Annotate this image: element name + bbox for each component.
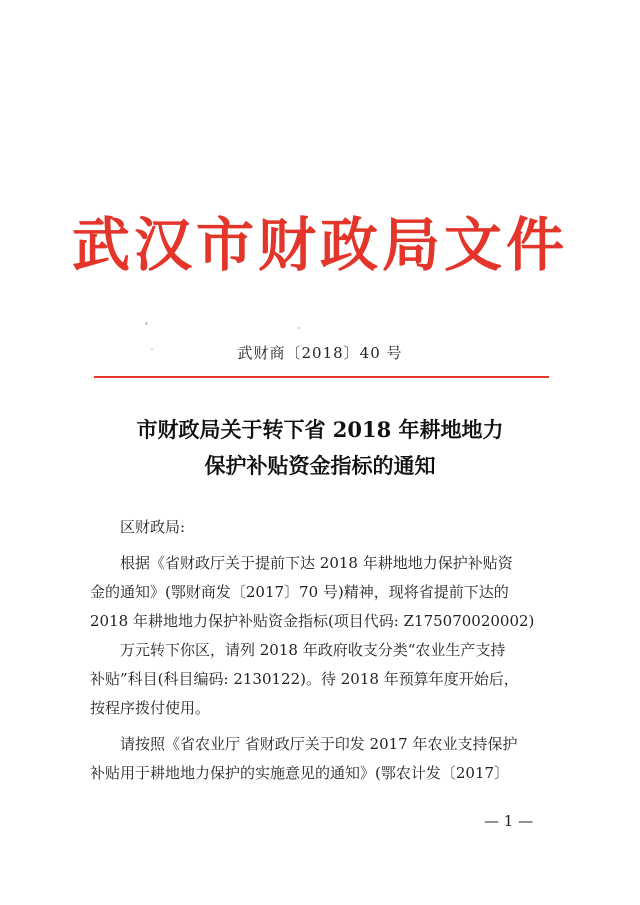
body-line: 补贴”科目(科目编码: 2130122)。待 2018 年预算年度开始后，: [90, 670, 519, 688]
body-line: 补贴用于耕地地力保护的实施意见的通知》(鄂农计发〔2017〕: [90, 764, 510, 782]
page-number: — 1 —: [484, 812, 534, 830]
body-line: 根据《省财政厅关于提前下达 2018 年耕地地力保护补贴资: [120, 554, 513, 572]
body-line: 请按照《省农业厅 省财政厅关于印发 2017 年农业支持保护: [120, 735, 518, 753]
notice-title: [0, 412, 640, 484]
body-line: 金的通知》(鄂财商发〔2017〕70 号)精神，现将省提前下达的: [90, 583, 509, 601]
body-line: 按程序拨付使用。: [90, 699, 211, 717]
document-number: 武财商〔2018〕40 号: [237, 344, 403, 362]
title-line-1: 市财政局关于转下省 2018 年耕地地力: [136, 417, 504, 442]
body-line: 2018 年耕地地力保护补贴资金指标(项目代码: Z175070020002): [90, 612, 535, 630]
masthead-title: 武汉市财政局文件: [71, 211, 568, 279]
scan-speck: [298, 327, 300, 329]
addressee: 区财政局:: [120, 518, 186, 536]
title-line-2: 保护补贴资金指标的通知: [204, 453, 436, 478]
body-line: 万元转下你区，请列 2018 年政府收支分类“农业生产支持: [120, 641, 506, 659]
notice-body: [90, 513, 560, 788]
scan-speck: [145, 322, 148, 325]
red-divider-line: [94, 376, 549, 378]
